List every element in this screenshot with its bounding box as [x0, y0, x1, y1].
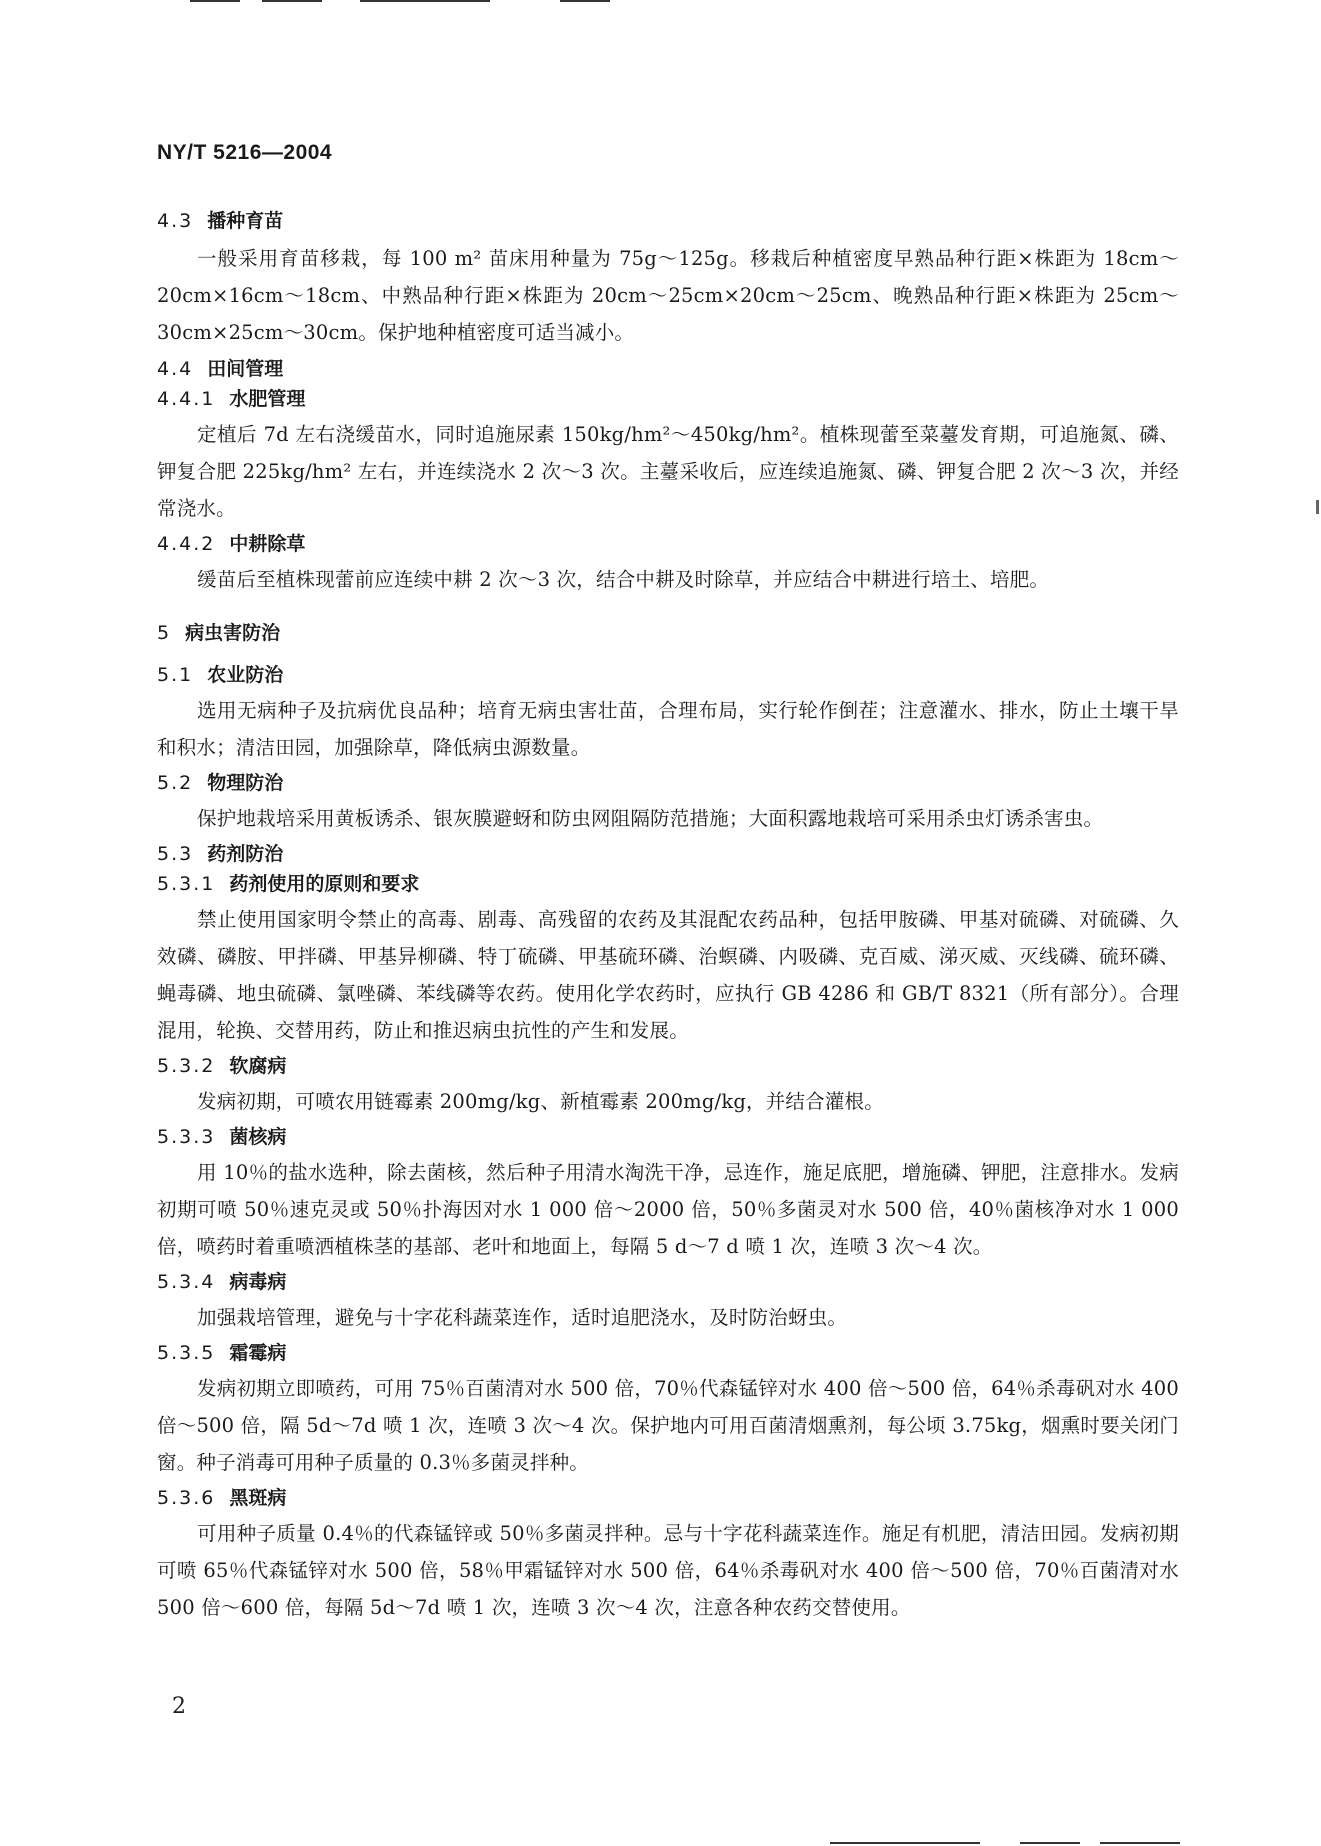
scan-artifact-line [262, 0, 322, 2]
section-heading [157, 1053, 1179, 1079]
scan-artifact-line [1020, 1842, 1080, 1844]
section-number: 4.4 [157, 358, 194, 380]
section-heading [157, 620, 1179, 646]
body-paragraph: 用 10％的盐水选种，除去菌核，然后种子用清水淘洗干净，忌连作，施足底肥，增施磷、钾肥，注意排水。发病初期可喷 50％速克灵或 50％扑海因对水 1 000 倍～2000 倍，50％多菌灵对水 500 倍，40％菌核净对水 1 000 倍，喷药时着重喷洒植株茎的基部、老叶和地面上，每隔 5 d～7 d 喷 1 次，连喷 3 次～4 次。 [157, 1161, 1179, 1258]
section-heading [157, 386, 1179, 412]
section-title: 菌核病 [229, 1126, 287, 1148]
section-number: 5.3.5 [157, 1342, 216, 1364]
section-heading [157, 1269, 1179, 1295]
section-heading [157, 208, 1179, 234]
section-title: 中耕除草 [229, 533, 306, 555]
scan-artifact-line [830, 1842, 980, 1844]
body-paragraph: 加强栽培管理，避免与十字花科蔬菜连作，适时追肥浇水，及时防治蚜虫。 [197, 1306, 848, 1329]
section-title: 霜霉病 [229, 1342, 287, 1364]
body-paragraph: 禁止使用国家明令禁止的高毒、剧毒、高残留的农药及其混配农药品种，包括甲胺磷、甲基对硫磷、对硫磷、久效磷、磷胺、甲拌磷、甲基异柳磷、特丁硫磷、甲基硫环磷、治螟磷、内吸磷、克百威、涕灭威、灭线磷、硫环磷、蝇毒磷、地虫硫磷、氯唑磷、苯线磷等农药。使用化学农药时，应执行 GB 4286 和 GB/T 8321（所有部分）。合理混用，轮换、交替用药，防止和推迟病虫抗性的产生和发展。 [157, 908, 1179, 1042]
section-title: 物理防治 [207, 772, 284, 794]
body-paragraph: 保护地栽培采用黄板诱杀、银灰膜避蚜和防虫网阻隔防范措施；大面积露地栽培可采用杀虫灯诱杀害虫。 [197, 807, 1104, 830]
scan-artifact-line [190, 0, 240, 2]
section-number: 5.3.4 [157, 1271, 216, 1293]
section-title: 病虫害防治 [185, 622, 281, 644]
section-title: 黑斑病 [229, 1487, 287, 1509]
section-number: 4.3 [157, 210, 194, 232]
section-number: 5.1 [157, 664, 194, 686]
section-heading [157, 770, 1179, 796]
section-title: 药剂使用的原则和要求 [229, 873, 420, 895]
section-heading [157, 1124, 1179, 1150]
scan-artifact-line [1100, 1842, 1180, 1844]
body-paragraph: 缓苗后至植株现蕾前应连续中耕 2 次～3 次，结合中耕及时除草，并应结合中耕进行培土、培肥。 [197, 568, 1050, 591]
section-number: 5.3.6 [157, 1487, 216, 1509]
scan-artifact-line [560, 0, 610, 2]
scan-artifact-line [360, 0, 490, 2]
scan-edge-mark [1316, 500, 1319, 514]
body-paragraph: 发病初期立即喷药，可用 75％百菌清对水 500 倍，70％代森锰锌对水 400 倍～500 倍，64％杀毒矾对水 400 倍～500 倍，隔 5d～7d 喷 1 次，连喷 3 次～4 次。保护地内可用百菌清烟熏剂，每公顷 3.75kg，烟熏时要关闭门窗。种子消毒可用种子质量的 0.3％多菌灵拌种。 [157, 1377, 1179, 1474]
body-paragraph: 选用无病种子及抗病优良品种；培育无病虫害壮苗，合理布局，实行轮作倒茬；注意灌水、排水，防止土壤干旱和积水；清洁田园，加强除草，降低病虫源数量。 [157, 699, 1179, 759]
section-heading [157, 531, 1179, 557]
section-title: 药剂防治 [207, 843, 284, 865]
section-heading [157, 841, 1179, 867]
section-heading [157, 1485, 1179, 1511]
page-number: 2 [172, 1694, 186, 1719]
section-heading [157, 1340, 1179, 1366]
section-number: 5 [157, 622, 172, 644]
section-number: 5.2 [157, 772, 194, 794]
body-paragraph: 定植后 7d 左右浇缓苗水，同时追施尿素 150kg/hm²～450kg/hm²。植株现蕾至菜薹发育期，可追施氮、磷、钾复合肥 225kg/hm² 左右，并连续浇水 2 次～3 次。主薹采收后，应连续追施氮、磷、钾复合肥 2 次～3 次，并经常浇水。 [157, 423, 1179, 520]
document-body [157, 204, 1179, 1626]
section-title: 播种育苗 [207, 210, 284, 232]
body-paragraph: 可用种子质量 0.4％的代森锰锌或 50％多菌灵拌种。忌与十字花科蔬菜连作。施足有机肥，清洁田园。发病初期可喷 65％代森锰锌对水 500 倍，58％甲霜锰锌对水 500 倍，64％杀毒矾对水 400 倍～500 倍，70％百菌清对水 500 倍～600 倍，每隔 5d～7d 喷 1 次，连喷 3 次～4 次，注意各种农药交替使用。 [157, 1522, 1179, 1619]
section-heading [157, 356, 1179, 382]
section-heading [157, 662, 1179, 688]
document-code: NY/T 5216—2004 [157, 141, 333, 164]
section-number: 5.3.3 [157, 1126, 216, 1148]
section-number: 4.4.2 [157, 533, 216, 555]
section-number: 5.3.2 [157, 1055, 216, 1077]
body-paragraph: 发病初期，可喷农用链霉素 200mg/kg、新植霉素 200mg/kg，并结合灌根。 [197, 1090, 884, 1113]
section-title: 水肥管理 [229, 388, 306, 410]
section-title: 软腐病 [229, 1055, 287, 1077]
section-number: 5.3.1 [157, 873, 216, 895]
section-title: 田间管理 [207, 358, 284, 380]
section-number: 5.3 [157, 843, 194, 865]
section-number: 4.4.1 [157, 388, 216, 410]
body-paragraph: 一般采用育苗移栽，每 100 m² 苗床用种量为 75g～125g。移栽后种植密度早熟品种行距×株距为 18cm～20cm×16cm～18cm、中熟品种行距×株距为 20cm～25cm×20cm～25cm、晚熟品种行距×株距为 25cm～30cm×25cm～30cm。保护地种植密度可适当减小。 [157, 247, 1179, 344]
section-heading [157, 871, 1179, 897]
section-title: 病毒病 [229, 1271, 287, 1293]
section-title: 农业防治 [207, 664, 284, 686]
